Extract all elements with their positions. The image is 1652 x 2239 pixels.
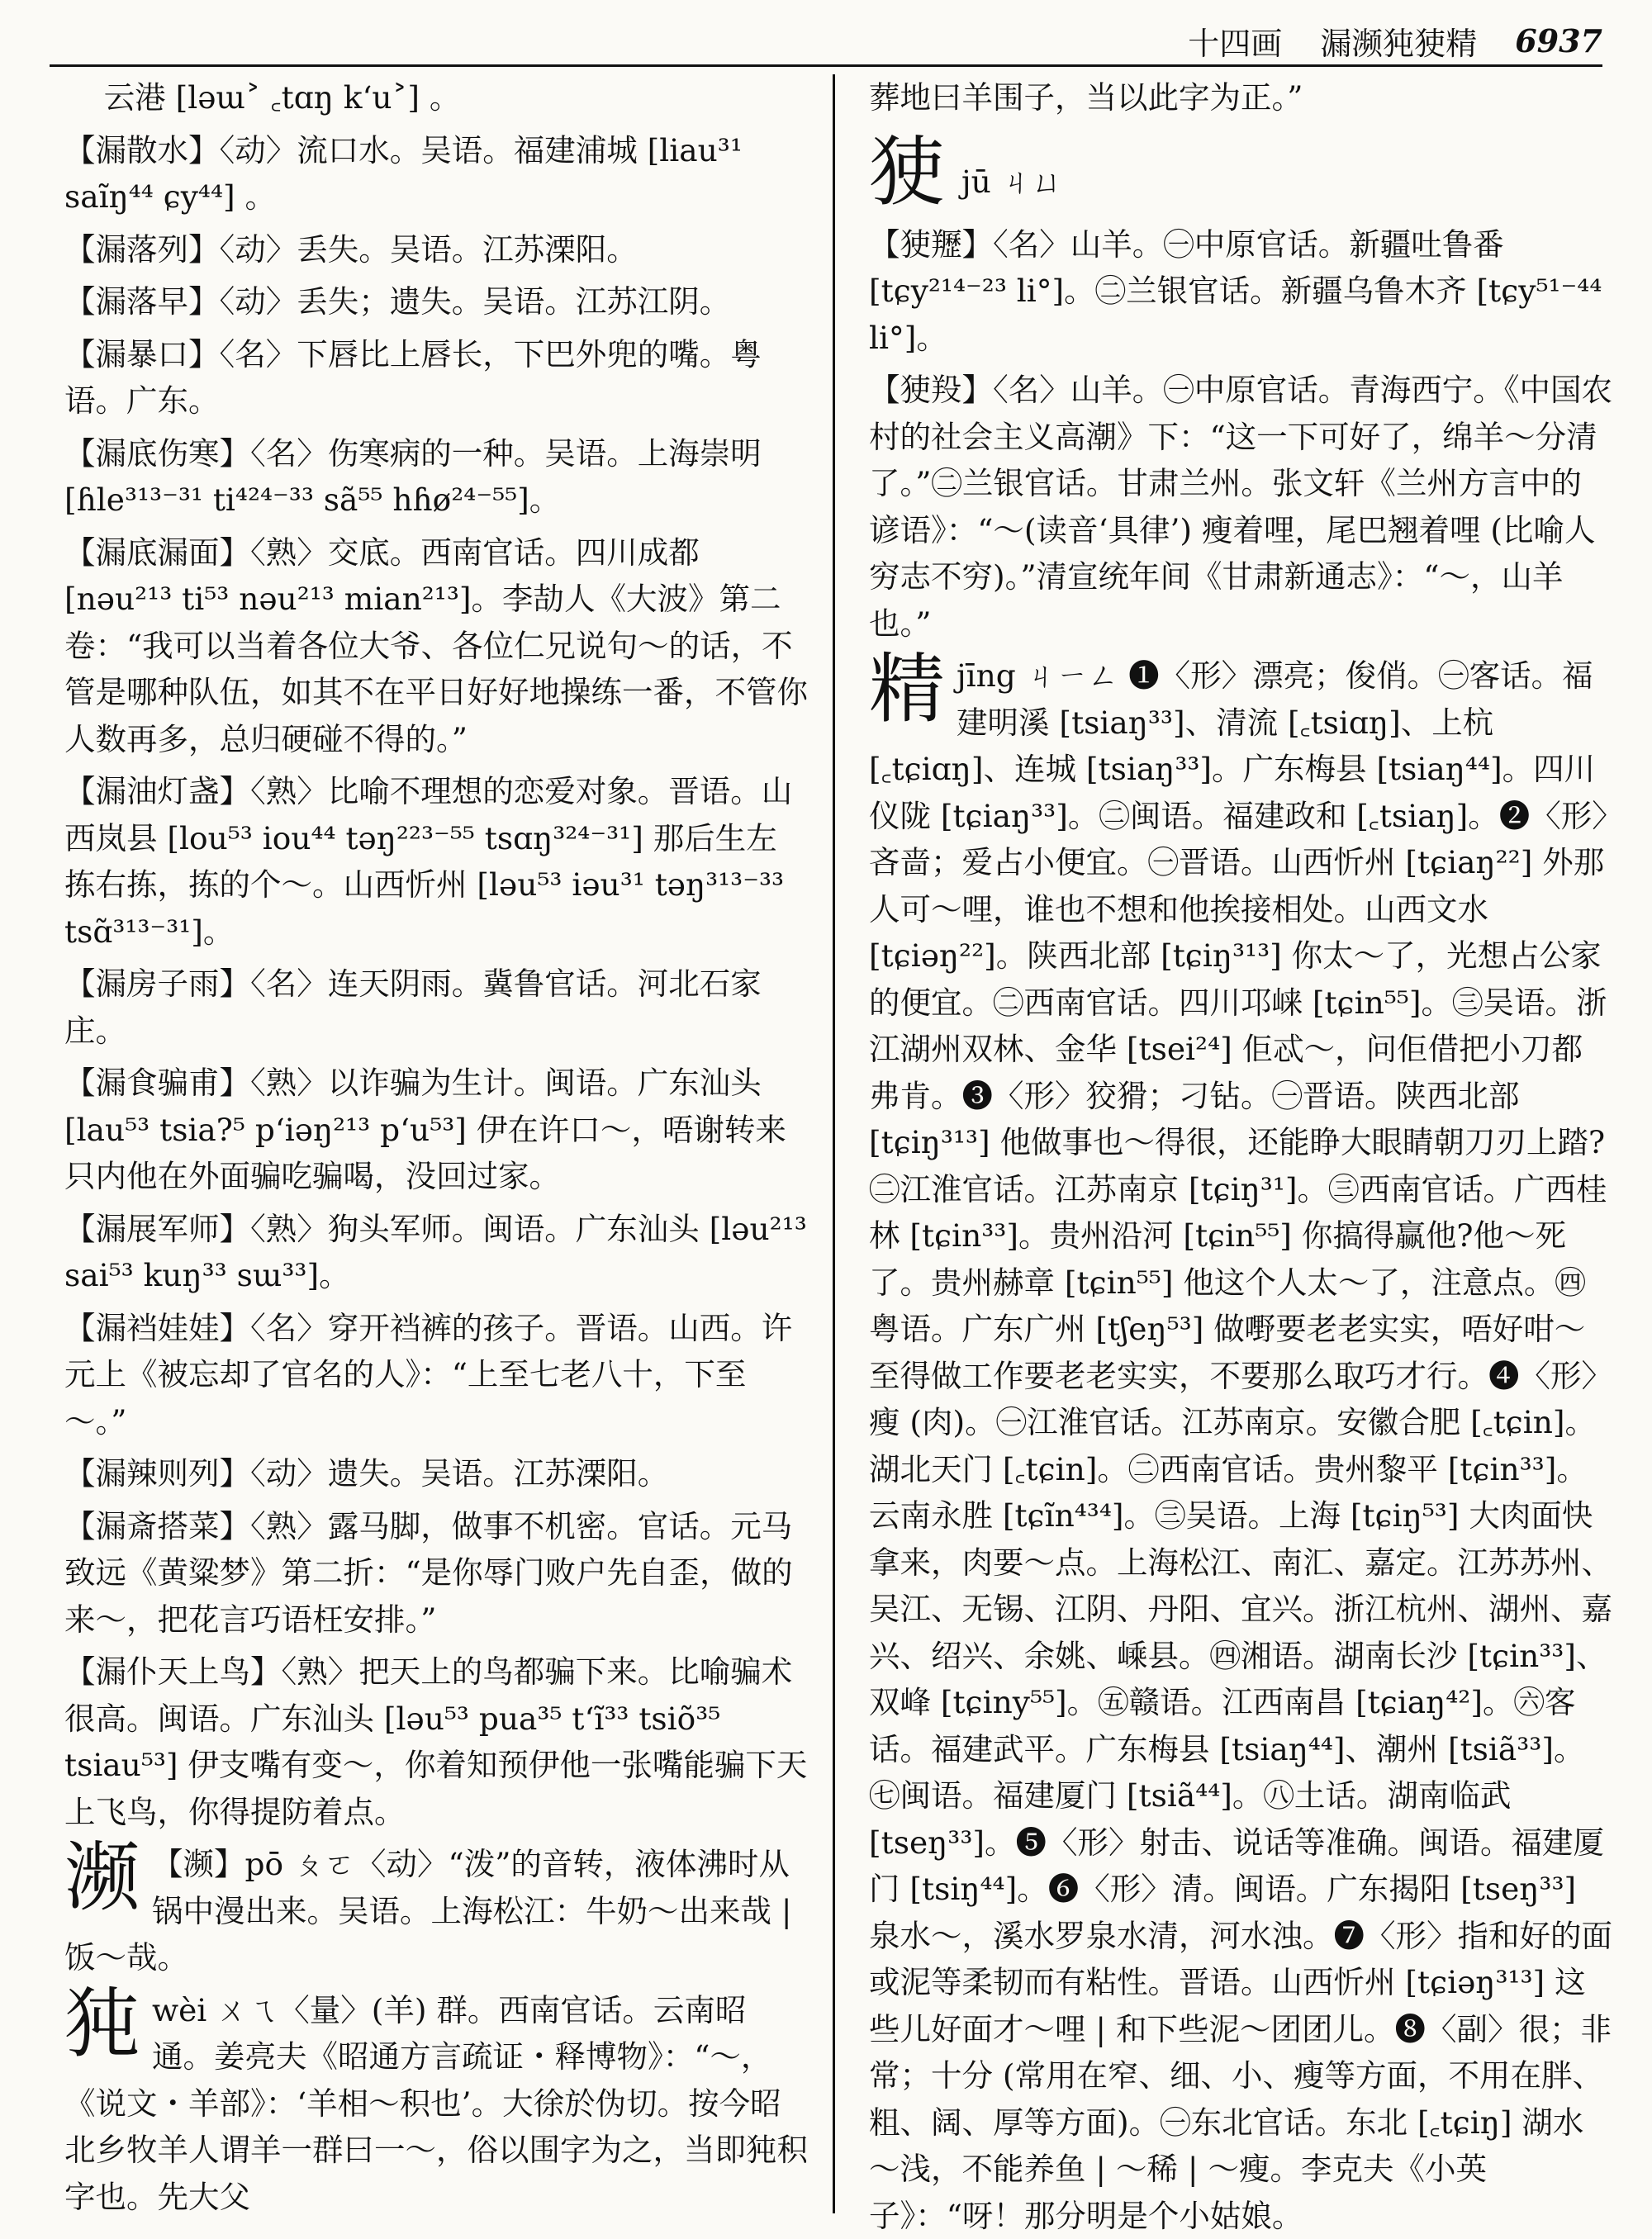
running-header [50, 15, 1602, 66]
headword-entry: 㹬 jū ㄐㄩ [869, 127, 1063, 216]
dictionary-entry: 【漏油灯盏】〈熟〉比喻不理想的恋爱对象。晋语。山西岚县 [lou⁵³ iou⁴⁴ təŋ²²³⁻⁵⁵ tsɑŋ³²⁴⁻³¹] 那后生左拣右拣，拣的个～。山西忻州 [ləu⁵³ iəu³¹ təŋ³¹³⁻³³ tsɑ̃³¹³⁻³¹]。 [64, 773, 794, 950]
column-divider [833, 74, 835, 2213]
dictionary-entry: 葬地曰羊围子，当以此字为正。” [869, 79, 1303, 116]
dictionary-entry: 【漏散水】〈动〉流口水。吴语。福建浦城 [liau³¹ saĩŋ⁴⁴ ɕy⁴⁴] 。 [64, 131, 752, 215]
dictionary-entry: 【漏仆天上鸟】〈熟〉把天上的鸟都骗下来。比喻骗术很高。闽语。广东汕头 [ləu⁵³ pua³⁵ t‘ĩ³³ tsiõ³⁵ tsiau⁵³] 伊支嘴有变～，你着知预伊他一张嘴能骗下天上飞鸟，你得提防着点。 [64, 1653, 808, 1830]
dictionary-entry: 【漏房子雨】〈名〉连天阴雨。冀鲁官话。河北石家庄。 [64, 965, 762, 1049]
right-column [869, 74, 1616, 2234]
dictionary-entry: 【漏暴口】〈名〉下唇比上唇长，下巴外兜的嘴。粤语。广东。 [64, 335, 762, 419]
headword-char: 精 [869, 645, 946, 733]
headword-entry: 精 jīng ㄐㄧㄥ ❶〈形〉漂亮；俊俏。㊀客话。福建明溪 [tsiaŋ³³]、清流 [꜀tsiɑŋ]、上杭 [꜀tɕiɑŋ]、连城 [tsiaŋ³³]。广东梅县 [tsiaŋ⁴⁴]。四川仪陇 [tɕiaŋ³³]。㊁闽语。福建政和 [꜀tsiaŋ]。❷〈形〉吝啬；爱占小便宜。㊀晋语。山西忻州 [tɕiaŋ²²] 外那人可～哩，谁也不想和他挨接相处。山西文水 [tɕiəŋ²²]。陕西北部 [tɕiŋ³¹³] 你太～了，光想占公家的便宜。㊁西南官话。四川邛崃 [tɕin⁵⁵]。㊂吴语。浙江湖州双林、金华 [tsei²⁴] 佢忒～，问佢借把小刀都弗肯。❸〈形〉狡猾；刁钻。㊀晋语。陕西北部 [tɕiŋ³¹³] 他做事也～得很，还能睁大眼睛朝刀刃上踏? ㊁江淮官话。江苏南京 [tɕiŋ³¹]。㊂西南官话。广西桂林 [tɕin³³]。贵州沿河 [tɕin⁵⁵] 你搞得赢他?他～死了。贵州赫章 [tɕin⁵⁵] 他这个人太～了，注意点。㊃粤语。广东广州 [tʃeŋ⁵³] 做嘢要老老实实，唔好咁～至得做工作要老老实实，不要那么取巧才行。❹〈形〉瘦 (肉)。㊀江淮官话。江苏南京。安徽合肥 [꜀tɕin]。湖北天门 [꜀tɕin]。㊁西南官话。贵州黎平 [tɕin³³]。云南永胜 [tɕĩn⁴³⁴]。㊂吴语。上海 [tɕiŋ⁵³] 大肉面快拿来，肉要～点。上海松江、南汇、嘉定。江苏苏州、吴江、无锡、江阴、丹阳、宜兴。浙江杭州、湖州、嘉兴、绍兴、余姚、嵊县。㊃湘语。湖南长沙 [tɕin³³]、双峰 [tɕiny⁵⁵]。㊄赣语。江西南昌 [tɕiaŋ⁴²]。㊅客话。福建武平。广东梅县 [tsiaŋ⁴⁴]、潮州 [tsiã³³]。㊆闽语。福建厦门 [tsiã⁴⁴]。㊇土话。湖南临武 [tseŋ³³]。❺〈形〉射击、说话等准确。闽语。福建厦门 [tsiŋ⁴⁴]。❻〈形〉清。闽语。广东揭阳 [tseŋ³³] 泉水～，溪水罗泉水清，河水浊。❼〈形〉指和好的面或泥等柔韧而有粘性。晋语。山西忻州 [tɕiəŋ³¹³] 这些儿好面才～哩 | 和下些泥～团团儿。❽〈副〉很；非常；十分 (常用在窄、细、小、瘦等方面，不用在胖、粗、阔、厚等方面)。㊀东北官话。东北 [꜀tɕiŋ] 湖水～浅，不能养鱼 | ～稀 | ～瘦。李克夫《小英子》：“呀！那分明是个小姑娘。 [869, 645, 1616, 2234]
page-number: 6937 [1515, 21, 1602, 59]
dictionary-entry: 【漏食骗甫】〈熟〉以诈骗为生计。闽语。广东汕头 [lau⁵³ tsia?⁵ p‘iəŋ²¹³ p‘u⁵³] 伊在许口～，唔谢转来只内他在外面骗吃骗喝，没回过家。 [64, 1065, 786, 1194]
dictionary-entry: 【漏斎搭菜】〈熟〉露马脚，做事不机密。官话。元马致远《黄粱梦》第二折：“是你辱门败户先自歪，做的来～，把花言巧语枉安排。” [64, 1507, 793, 1638]
left-column [64, 74, 817, 2215]
dictionary-entry: 【㹬䍽】〈名〉山羊。㊀中原官话。新疆吐鲁番 [tɕy²¹⁴⁻²³ li°]。㊁兰银官话。新疆乌鲁木齐 [tɕy⁵¹⁻⁴⁴ li°]。 [869, 225, 1612, 356]
dictionary-entry: 【漏辣则列】〈动〉遗失。吴语。江苏溧阳。 [64, 1455, 669, 1492]
header-section: 十四画 [1188, 25, 1283, 62]
dictionary-entry: 【漏展军师】〈熟〉狗头军师。闽语。广东汕头 [ləu²¹³ sai⁵³ kuŋ³³ sɯ³³]。 [64, 1210, 817, 1293]
dictionary-entry: 【漏底伤寒】〈名〉伤寒病的一种。吴语。上海崇明 [ɦle³¹³⁻³¹ ti⁴²⁴⁻³³ sã⁵⁵ hɦø²⁴⁻⁵⁵]。 [64, 434, 771, 518]
dictionary-entry: 【漏底漏面】〈熟〉交底。西南官话。四川成都 [nəu²¹³ ti⁵³ nəu²¹³ mian²¹³]。李劼人《大波》第二卷：“我可以当着各位大爷、各位仁兄说句～的话，不管是哪种队伍，如其不在平日好好地操练一番，不管你人数再多，总归硬碰不得的。” [64, 534, 808, 757]
headword-entry: 濒 【濒】pō ㄆㄛ〈动〉“泼”的音转，液体沸时从锅中漫出来。吴语。上海松江：牛奶～出来哉 | 饭～哉。 [64, 1833, 802, 1976]
headword-entry: 㹠 wèi ㄨㄟ〈量〉(羊) 群。西南官话。云南昭通。姜亮夫《昭通方言疏证・释博物》：“～，《说文・羊部》：‘羊相～积也’。大徐於伪切。按今昭北乡牧羊人谓羊一群曰一～，俗以围字为之，当即㹠积字也。先大父 [64, 1979, 808, 2215]
dictionary-entry: 【㹬羖】〈名〉山羊。㊀中原官话。青海西宁。《中国农村的社会主义高潮》下：“这一下可好了，绵羊～分清了。”㊁兰银官话。甘肃兰州。张文轩《兰州方言中的谚语》：“～(读音‘具律’) 瘦着哩，尾巴翘着哩 (比喻人穷志不穷)。”清宣统年间《甘肃新通志》：“～，山羊也。” [869, 372, 1612, 642]
headword-char: 㹠 [64, 1979, 141, 2068]
headword-char: 㹬 [869, 127, 946, 216]
dictionary-entry: 云港 [ləɯ˃ ꜀tɑŋ k‘u˃] 。 [64, 79, 461, 116]
header-rule [50, 64, 1602, 67]
headword-char: 濒 [64, 1833, 141, 1922]
dictionary-entry: 【漏落早】〈动〉丢失；遗失。吴语。江苏江阴。 [64, 283, 731, 320]
dictionary-entry: 【漏裆娃娃】〈名〉穿开裆裤的孩子。晋语。山西。许元上《被忘却了官名的人》：“上至七老八十，下至～。” [64, 1309, 793, 1440]
header-chars: 漏濒㹠㹬精 [1320, 25, 1478, 62]
dictionary-entry: 【漏落列】〈动〉丢失。吴语。江苏溧阳。 [64, 230, 638, 268]
